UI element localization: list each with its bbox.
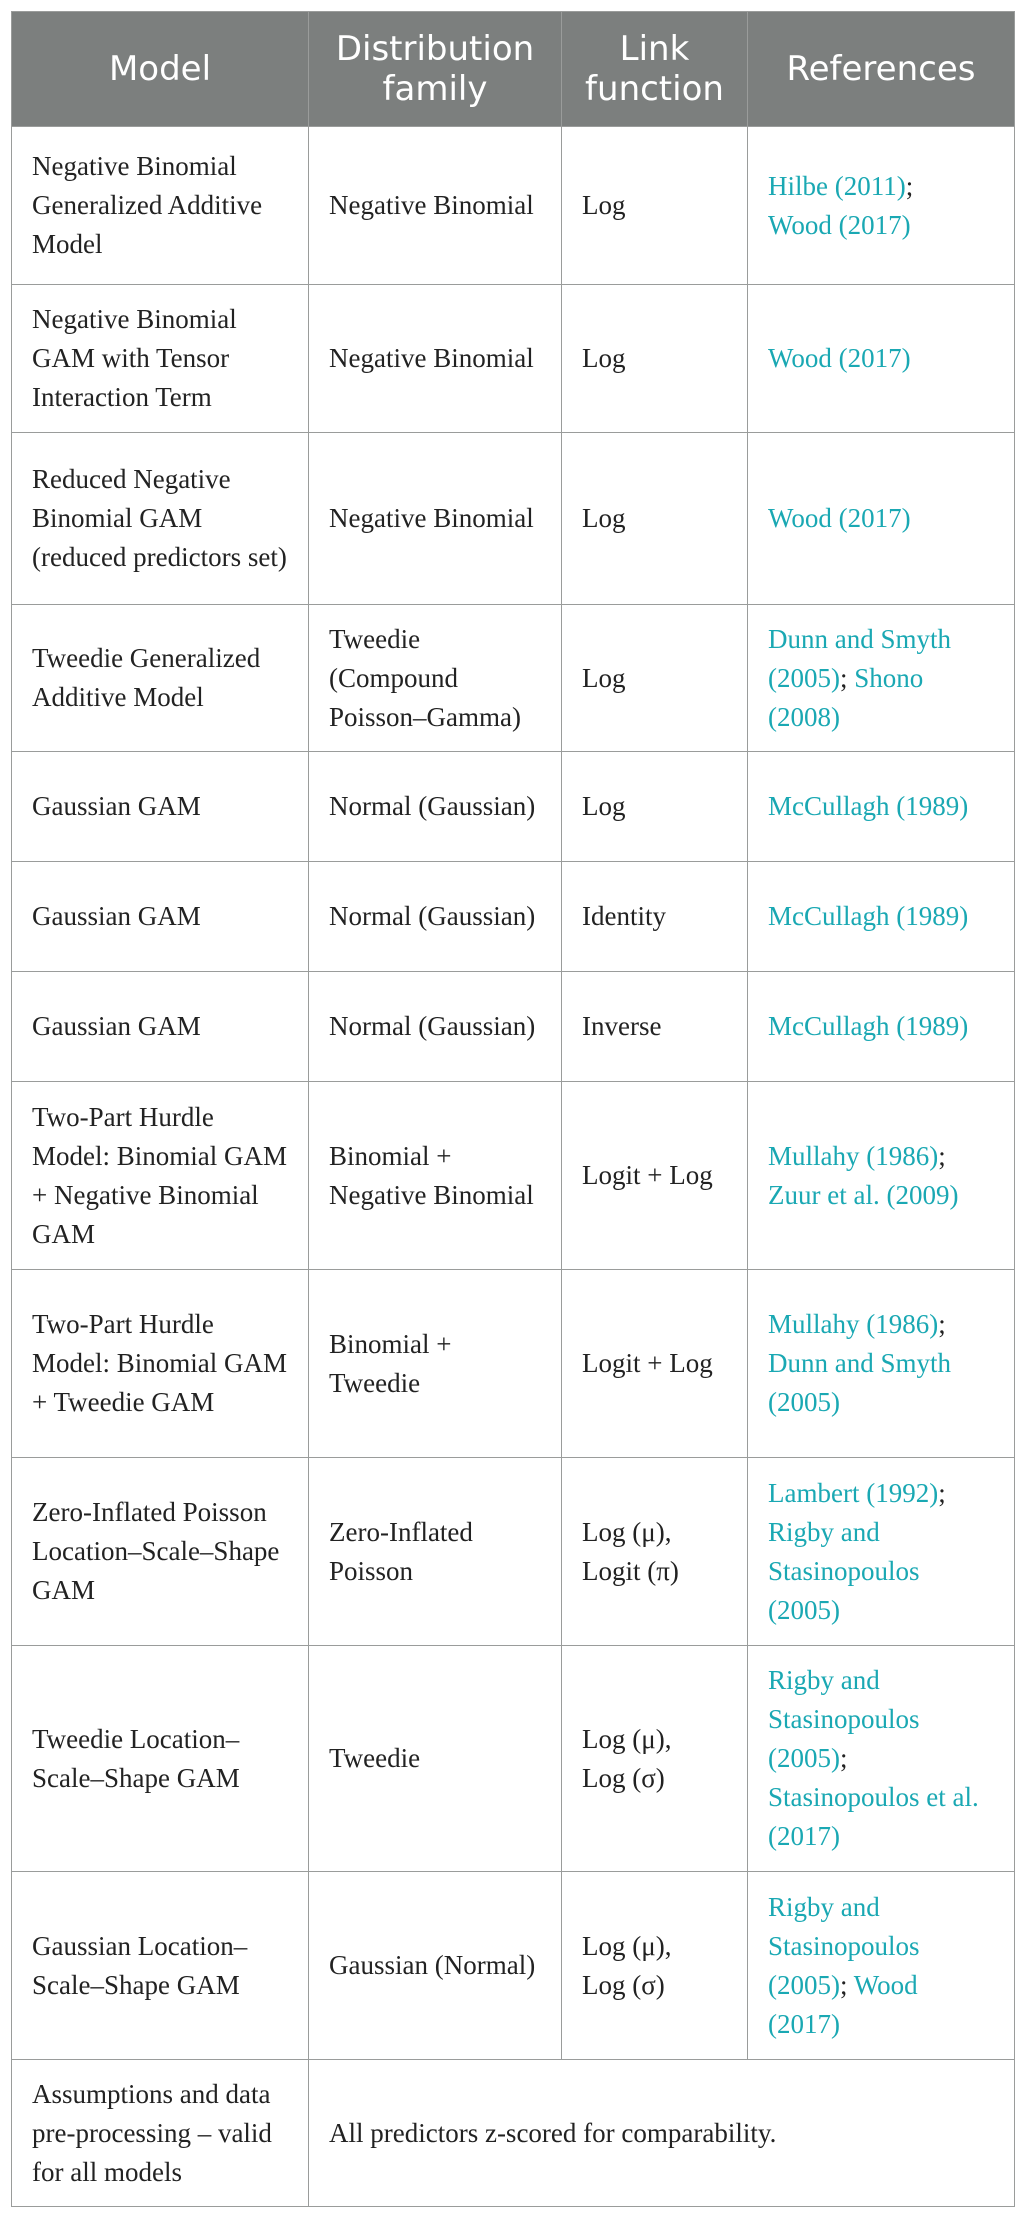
table-row bbox=[12, 605, 1015, 752]
cell-references: Rigby and Stasinopoulos (2005); Wood (2017) bbox=[748, 1872, 1015, 2060]
reference-link[interactable]: Wood (2017) bbox=[768, 503, 911, 533]
cell-model: Reduced Negative Binomial GAM (reduced predictors set) bbox=[12, 433, 309, 605]
reference-link[interactable]: McCullagh (1989) bbox=[768, 1011, 969, 1041]
cell-model: Gaussian GAM bbox=[12, 862, 309, 972]
cell-link: Inverse bbox=[562, 972, 748, 1082]
reference-link[interactable]: Hilbe (2011) bbox=[768, 170, 906, 201]
table-row bbox=[12, 1646, 1015, 1872]
cell-model: Tweedie Generalized Additive Model bbox=[12, 605, 309, 752]
cell-link: Logit + Log bbox=[562, 1270, 748, 1458]
cell-references: Hilbe (2011); Wood (2017) bbox=[748, 127, 1015, 285]
cell-family: Zero-Inflated Poisson bbox=[309, 1458, 562, 1646]
cell-model: Zero-Inflated Poisson Location–Scale–Shape GAM bbox=[12, 1458, 309, 1646]
header-link-function bbox=[562, 12, 748, 127]
reference-link[interactable]: Zuur et al. (2009) bbox=[768, 1179, 959, 1210]
cell-link: Identity bbox=[562, 862, 748, 972]
reference-link[interactable]: Dunn and Smyth (2005) bbox=[768, 623, 952, 693]
cell-references bbox=[748, 972, 1015, 1082]
cell-model: Negative Binomial GAM with Tensor Interaction Term bbox=[12, 285, 309, 433]
reference-link[interactable]: Rigby and Stasinopoulos (2005) bbox=[768, 1665, 920, 1773]
cell-family: Normal (Gaussian) bbox=[309, 972, 562, 1082]
link-line: Log (μ), bbox=[582, 1516, 672, 1547]
reference-link[interactable]: Mullahy (1986) bbox=[768, 1309, 939, 1339]
cell-link: Log bbox=[562, 433, 748, 605]
reference-link[interactable]: Wood (2017) bbox=[768, 209, 911, 240]
table-row bbox=[12, 1872, 1015, 2060]
header-distribution-family bbox=[309, 12, 562, 127]
cell-references: Mullahy (1986); Dunn and Smyth (2005) bbox=[748, 1270, 1015, 1458]
link-line: Logit (π) bbox=[582, 1555, 679, 1586]
footer-text: All predictors z-scored for comparability. bbox=[309, 2060, 1015, 2207]
cell-family: Tweedie bbox=[309, 1646, 562, 1872]
cell-references: Dunn and Smyth (2005); Shono (2008) bbox=[748, 605, 1015, 752]
cell-references bbox=[748, 433, 1015, 605]
cell-references bbox=[748, 862, 1015, 972]
reference-link[interactable]: Wood (2017) bbox=[768, 343, 911, 373]
cell-references: Rigby and Stasinopoulos (2005); Stasinopoulos et al. (2017) bbox=[748, 1646, 1015, 1872]
cell-references bbox=[748, 752, 1015, 862]
cell-link: Logit + Log bbox=[562, 1082, 748, 1270]
link-line: Log (μ), bbox=[582, 1930, 672, 1961]
reference-link[interactable]: McCullagh (1989) bbox=[768, 901, 969, 931]
reference-link[interactable]: Wood (2017) bbox=[768, 1969, 918, 2039]
header-distribution-family-text: Distribution family bbox=[335, 29, 535, 109]
cell-model: Two-Part Hurdle Model: Binomial GAM + Negative Binomial GAM bbox=[12, 1082, 309, 1270]
cell-model: Gaussian GAM bbox=[12, 752, 309, 862]
reference-link[interactable]: Mullahy (1986) bbox=[768, 1140, 939, 1171]
table-header bbox=[12, 12, 1015, 127]
table-row bbox=[12, 1458, 1015, 1646]
cell-family: Negative Binomial bbox=[309, 127, 562, 285]
cell-link bbox=[562, 1646, 748, 1872]
reference-link[interactable]: McCullagh (1989) bbox=[768, 791, 969, 821]
cell-family: Negative Binomial bbox=[309, 285, 562, 433]
cell-link: Log bbox=[562, 605, 748, 752]
cell-references bbox=[748, 285, 1015, 433]
reference-link[interactable]: Shono (2008) bbox=[768, 662, 924, 732]
table-row bbox=[12, 752, 1015, 862]
reference-link[interactable]: Dunn and Smyth (2005) bbox=[768, 1348, 952, 1417]
cell-model: Two-Part Hurdle Model: Binomial GAM + Tweedie GAM bbox=[12, 1270, 309, 1458]
table-footer-row bbox=[12, 2060, 1015, 2207]
cell-family: Negative Binomial bbox=[309, 433, 562, 605]
cell-references: Lambert (1992); Rigby and Stasinopoulos (2005) bbox=[748, 1458, 1015, 1646]
cell-family: Gaussian (Normal) bbox=[309, 1872, 562, 2060]
header-references: References bbox=[748, 12, 1015, 127]
table-row bbox=[12, 285, 1015, 433]
footer-label: Assumptions and data pre-processing – valid for all models bbox=[12, 2060, 309, 2207]
cell-model: Tweedie Location–Scale–Shape GAM bbox=[12, 1646, 309, 1872]
cell-model: Gaussian Location–Scale–Shape GAM bbox=[12, 1872, 309, 2060]
link-line: Log (σ) bbox=[582, 1762, 665, 1793]
link-line: Log (μ), bbox=[582, 1723, 672, 1754]
cell-link: Log bbox=[562, 285, 748, 433]
cell-family: Normal (Gaussian) bbox=[309, 862, 562, 972]
cell-family: Binomial + Negative Binomial bbox=[309, 1082, 562, 1270]
table-row bbox=[12, 862, 1015, 972]
header-model: Model bbox=[12, 12, 309, 127]
models-table bbox=[11, 11, 1015, 2207]
header-link-function-text: Link function bbox=[585, 29, 724, 109]
cell-link bbox=[562, 1872, 748, 2060]
reference-link[interactable]: Rigby and Stasinopoulos (2005) bbox=[768, 1516, 920, 1625]
link-line: Log (σ) bbox=[582, 1969, 665, 2000]
cell-link: Log bbox=[562, 127, 748, 285]
table-row bbox=[12, 972, 1015, 1082]
table-row bbox=[12, 1082, 1015, 1270]
cell-model: Gaussian GAM bbox=[12, 972, 309, 1082]
reference-link[interactable]: Stasinopoulos et al. (2017) bbox=[768, 1782, 979, 1851]
cell-family: Normal (Gaussian) bbox=[309, 752, 562, 862]
cell-family: Binomial + Tweedie bbox=[309, 1270, 562, 1458]
table-row bbox=[12, 1270, 1015, 1458]
cell-model: Negative Binomial Generalized Additive Model bbox=[12, 127, 309, 285]
cell-link: Log bbox=[562, 752, 748, 862]
table-row bbox=[12, 127, 1015, 285]
table-row bbox=[12, 433, 1015, 605]
cell-family: Tweedie (Compound Poisson–Gamma) bbox=[309, 605, 562, 752]
reference-link[interactable]: Lambert (1992) bbox=[768, 1477, 939, 1508]
reference-link[interactable]: Rigby and Stasinopoulos (2005) bbox=[768, 1891, 920, 2000]
cell-link bbox=[562, 1458, 748, 1646]
cell-references: Mullahy (1986); Zuur et al. (2009) bbox=[748, 1082, 1015, 1270]
